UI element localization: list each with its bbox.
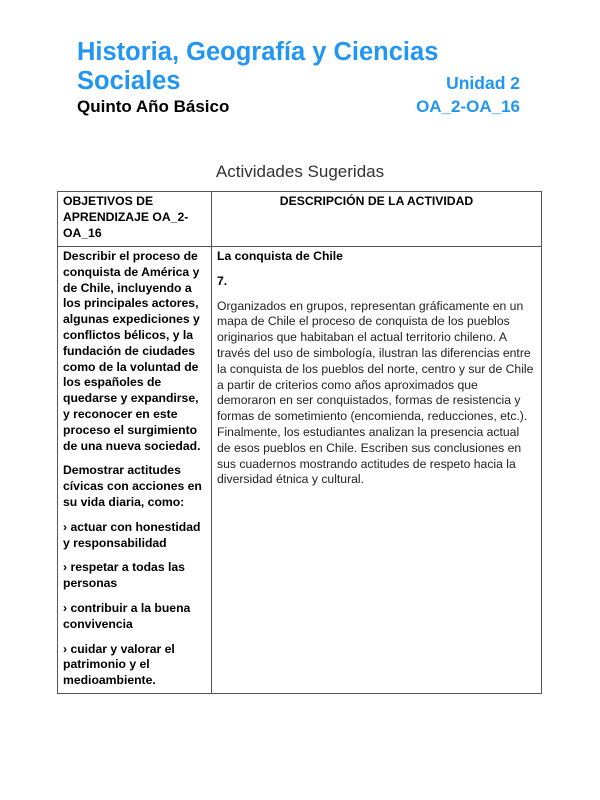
attitude-item: › contribuir a la buena convivencia xyxy=(63,600,191,631)
unit-label: Unidad 2 xyxy=(446,73,520,93)
activities-table xyxy=(57,191,542,694)
objectives-cell xyxy=(58,247,212,694)
objective-attitudes: Demostrar actitudes cívicas con acciones en su vida diaria, como: xyxy=(63,463,202,509)
attitude-item: › cuidar y valorar el patrimonio y el medioambiente. xyxy=(63,641,175,688)
activity-title: La conquista de Chile xyxy=(217,249,343,263)
attitude-item: › respetar a todas las personas xyxy=(63,560,185,591)
subtitle-row xyxy=(77,97,522,117)
title-row xyxy=(77,67,522,96)
objective-main: Describir el proceso de conquista de América y de Chile, incluyendo a los principales actores, algunas expediciones y conflictos bélicos, y la fundación de ciudades como de la voluntad de los españoles de quedarse y expandirse, y reconocer en este proceso el surgimiento de una nueva sociedad. xyxy=(63,249,201,453)
objective-code: OA_2-OA_16 xyxy=(416,97,520,116)
table-row xyxy=(58,247,542,694)
document-header xyxy=(77,38,522,117)
grade-level: Quinto Año Básico xyxy=(77,97,230,116)
attitude-item: › actuar con honestidad y responsabilidad xyxy=(63,519,201,550)
activity-number: 7. xyxy=(217,273,228,288)
table-header-row xyxy=(58,192,542,247)
objectives-column-header: OBJETIVOS DE APRENDIZAJE OA_2-OA_16 xyxy=(58,192,212,247)
document-title-line-1: Historia, Geografía y Ciencias xyxy=(77,38,439,66)
section-title: Actividades Sugeridas xyxy=(215,162,385,181)
document-title-line-2: Sociales xyxy=(77,67,181,95)
activity-description: Organizados en grupos, representan gráficamente en un mapa de Chile el proceso de conquista de los pueblos originarios que habitaban el actual territorio chileno. A través del uso de simbología, ilustran las diferencias entre la conquista de los pueblos del norte, centro y sur de Chile a partir de criterios como años aproximados que demoraron en ser conquistados, formas de resistencia y formas de sometimiento (encomienda, reducciones, etc.). Finalmente, los estudiantes analizan la presencia actual de esos pueblos en Chile. Escriben sus conclusiones en sus cuadernos mostrando actitudes de respeto hacia la diversidad étnica y cultural. xyxy=(217,298,534,487)
description-column-header: DESCRIPCIÓN DE LA ACTIVIDAD xyxy=(212,192,542,247)
activity-cell xyxy=(212,247,542,694)
